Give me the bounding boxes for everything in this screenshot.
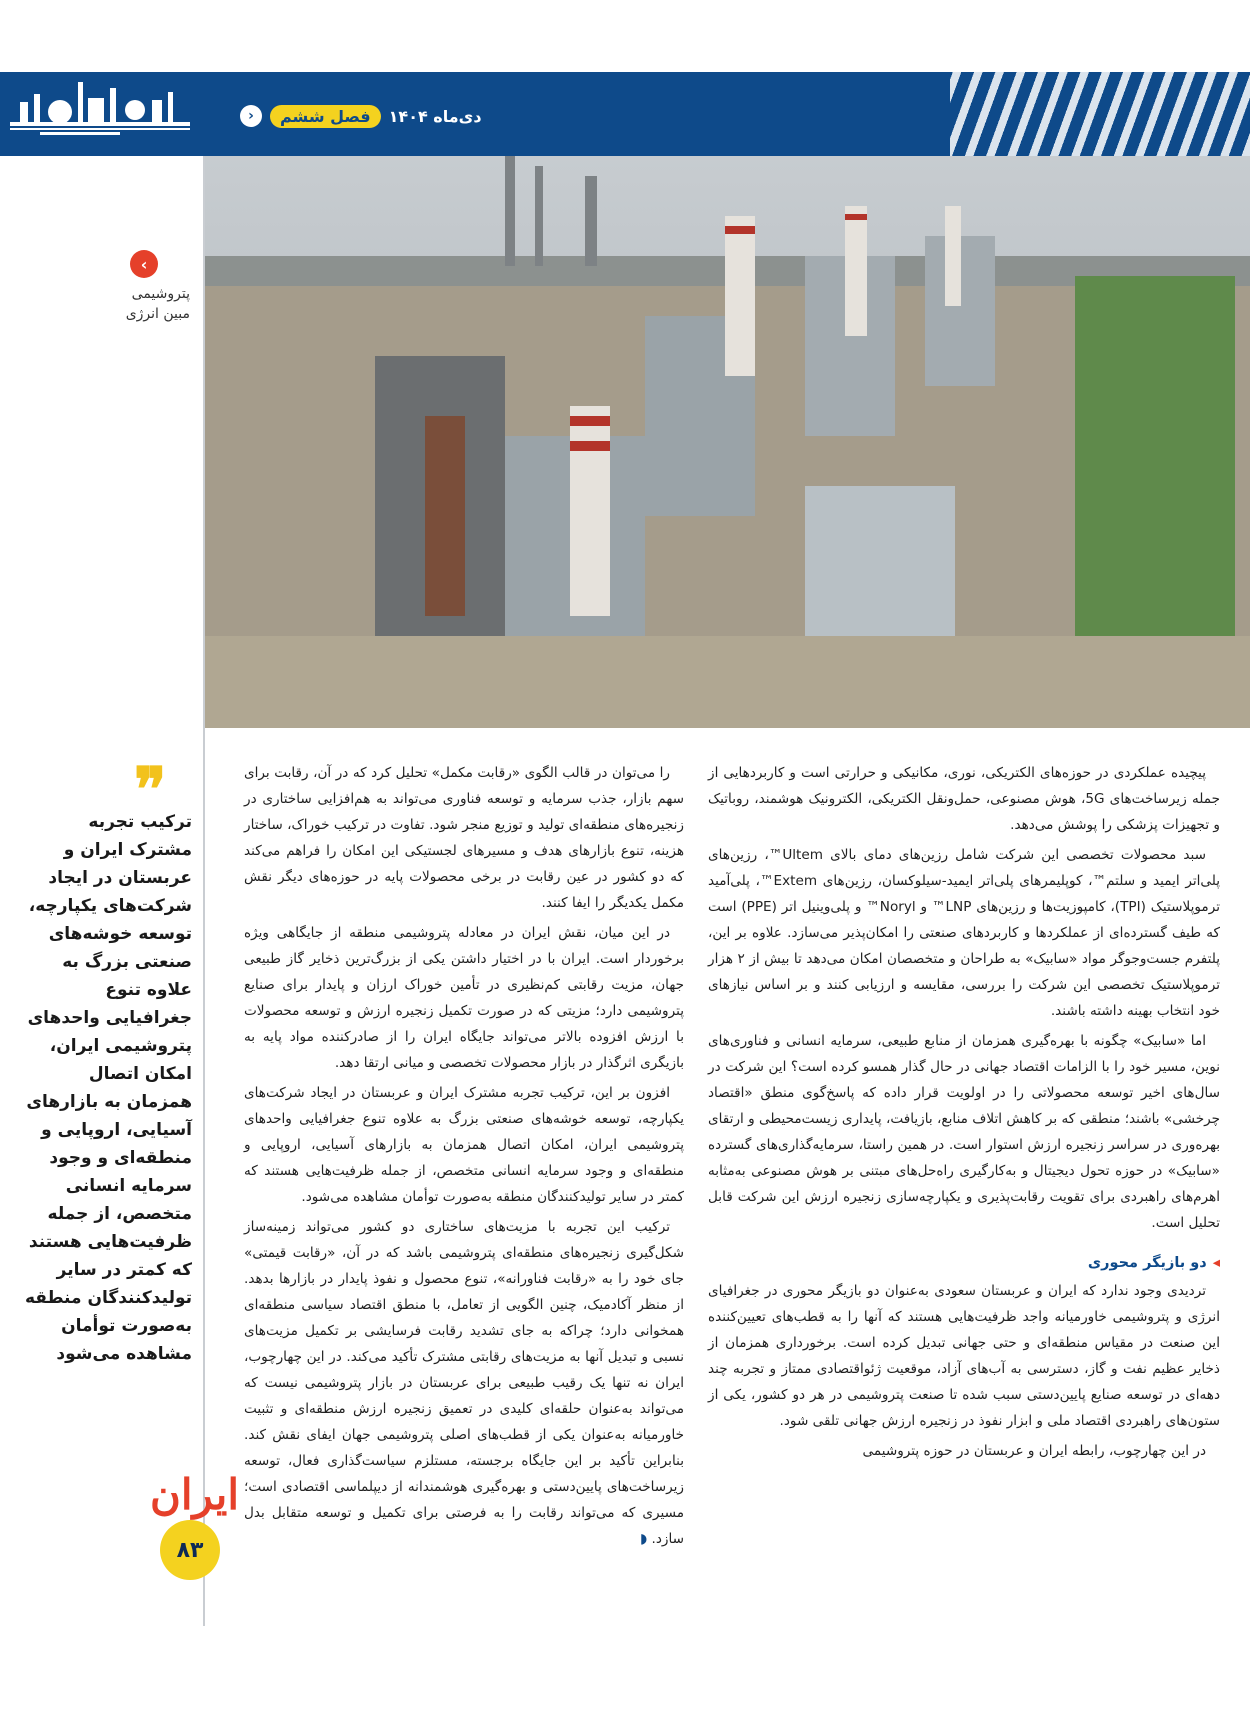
paragraph: در این میان، نقش ایران در معادله پتروشیمی منطقه از جایگاهی ویژه برخوردار است. ایران با در اختیار داشتن یکی از بزرگ‌ترین ذخایر گاز طبیعی جهان، مزیت رقابتی کم‌نظیری در تأمین خوراک ارزان و پایدار برای صنایع پتروشیمی دارد؛ مزیتی که در صورت تکمیل زنجیره ارزش و توسعه محصولات با ارزش افزوده بالاتر می‌تواند جایگاه ایران را از صادرکننده مواد پایه به بازیگری اثرگذار در بازار محصولات تخصصی و میانی ارتقا دهد. xyxy=(244,925,684,1071)
end-mark-icon: ◗ xyxy=(640,1531,648,1547)
paragraph-text: ترکیب این تجربه با مزیت‌های ساختاری دو کشور می‌تواند زمینه‌ساز شکل‌گیری زنجیره‌های منطقه‌ای پتروشیمی باشد که در آن، «رقابت قیمتی» جای خود را به «رقابت فناورانه»، تنوع محصول و نفوذ پایدار در بازارها بدهد. از منظر آکادمیک، چنین الگویی از تعامل، با منطق اقتصاد سیاسی منطقه‌ای همخوانی دارد؛ چراکه به جای تشدید رقابت فرسایشی بر تکمیل مزیت‌های نسبی و تبدیل آنها به مزیت‌های رقابتی مشترک تأکید می‌کند. در این چهارچوب، ایران نه تنها یک رقیب طبیعی برای عربستان در بازار پتروشیمی نیست که می‌تواند به‌عنوان حلقه‌ای کلیدی در تعمیق زنجیره ارزش منطقه‌ای و تثبیت خاورمیانه به‌عنوان یکی از قطب‌های اصلی پتروشیمی جهان ایفای نقش کند. بنابراین تأکید بر این جایگاه برجسته، مستلزم سیاست‌گذاری فعال، توسعه زیرساخت‌های پایین‌دستی و بهره‌گیری هوشمندانه از دیپلماسی اقتصادی است؛ مسیری که می‌تواند رقابت را به فرصتی برای تکمیل و توسعه متقابل بدل سازد. xyxy=(244,1219,684,1547)
section-subhead xyxy=(708,1250,1220,1276)
issue-date: دی‌ماه ۱۴۰۴ xyxy=(388,106,482,126)
paragraph: افزون بر این، ترکیب تجربه مشترک ایران و عربستان در ایجاد شرکت‌های یکپارچه، توسعه خوشه‌های صنعتی بزرگ به علاوه تنوع جغرافیایی واحدهای پتروشیمی ایران، امکان اتصال همزمان به بازارهای آسیایی، اروپایی و منطقه‌ای و وجود سرمایه انسانی متخصص، از جمله ظرفیت‌هایی هستند که کمتر در سایر تولیدکنندگان منطقه به‌صورت توأمان مشاهده می‌شود. xyxy=(244,1085,684,1205)
section-tag-line2: مبین انرژی xyxy=(125,306,190,322)
page-number: ۸۳ xyxy=(160,1520,220,1580)
pull-quote: ترکیب تجربه مشترک ایران و عربستان در ایجاد شرکت‌های یکپارچه، توسعه خوشه‌های صنعتی بزرگ به علاوه تنوع جغرافیایی واحدهای پتروشیمی ایران، امکان اتصال همزمان به بازارهای آسیایی، اروپایی و منطقه‌ای و وجود سرمایه انسانی متخصص، از جمله ظرفیت‌هایی هستند که کمتر در سایر تولیدکنندگان منطقه به‌صورت توأمان مشاهده می‌شود xyxy=(24,812,192,1364)
page-top-margin xyxy=(0,0,1250,72)
article-column-right xyxy=(708,760,1220,1468)
chapter-label: فصل ششم xyxy=(270,105,381,128)
article-column-left xyxy=(244,760,684,1556)
refinery-illustration xyxy=(205,156,1250,728)
header-meta xyxy=(240,102,482,130)
paragraph: پیچیده عملکردی در حوزه‌های الکتریکی، نوری، مکانیکی و حرارتی است و کاربردهایی از جمله زیرساخت‌های 5G، هوش مصنوعی، حمل‌ونقل الکتریکی، الکترونیک هوشمند، روباتیک و تجهیزات پزشکی را پوشش می‌دهد. xyxy=(708,765,1220,833)
refinery-skyline-icon xyxy=(0,72,200,156)
paragraph: اما «سابیک» چگونه با بهره‌گیری همزمان از منابع طبیعی، سرمایه انسانی و فناوری‌های نوین، مسیر خود را با الزامات اقتصاد جهانی در حال گذار همسو کرده است؟ این شرکت در سال‌های اخیر توسعه محصولاتی را در اولویت قرار داده که پاسخ‌گوی منطق «اقتصاد چرخشی» باشند؛ منطقی که بر کاهش اتلاف منابع، بازیافت، پایداری زیست‌محیطی و ارتقای بهره‌وری در سراسر زنجیره ارزش استوار است. در همین راستا، سرمایه‌گذاری‌های گسترده «سابیک» در حوزه تحول دیجیتال و به‌کارگیری راه‌حل‌های مبتنی بر هوش مصنوعی به‌مثابه اهرم‌های راهبردی برای تقویت رقابت‌پذیری و یکپارچه‌سازی زنجیره ارزش این شرکت قابل تحلیل است. xyxy=(708,1033,1220,1231)
refinery-photo xyxy=(205,156,1250,728)
triangle-left-icon: ◂ xyxy=(1212,1255,1220,1271)
quote-icon: ❞ xyxy=(134,755,167,825)
paragraph xyxy=(244,1214,684,1552)
chevron-left-icon: ‹ xyxy=(130,250,158,278)
paragraph: را می‌توان در قالب الگوی «رقابت مکمل» تحلیل کرد که در آن، رقابت برای سهم بازار، جذب سرمایه و توسعه فناوری می‌تواند به هم‌افزایی ساختاری در زنجیره‌های منطقه‌ای تولید و توزیع منجر شود. تفاوت در ترکیب خوراک، ساختار هزینه، تنوع بازارهای هدف و مسیرهای لجستیکی این امکان را فراهم می‌کند که دو کشور در عین رقابت در برخی محصولات پایه در حوزه‌های دیگر نقش مکمل یکدیگر را ایفا کنند. xyxy=(244,765,684,911)
chevron-left-icon: ‹ xyxy=(240,105,262,127)
header-bar xyxy=(0,72,1250,156)
paragraph: تردیدی وجود ندارد که ایران و عربستان سعودی به‌عنوان دو بازیگر محوری در جغرافیای انرژی و پتروشیمی خاورمیانه واجد ظرفیت‌هایی هستند که آنها را به قطب‌های تعیین‌کننده این صنعت در مقیاس منطقه‌ای و حتی جهانی تبدیل کرده است. برخورداری همزمان از ذخایر عظیم نفت و گاز، دسترسی به آب‌های آزاد، موقعیت ژئواقتصادی ممتاز و تجربه چند دهه‌ای در توسعه صنایع پایین‌دستی سبب شده تا صنعت پتروشیمی در هر دو کشور، یکی از ستون‌های راهبردی اقتصاد ملی و ابزار نفوذ در زنجیره ارزش جهانی تلقی شود. xyxy=(708,1283,1220,1429)
paragraph: سبد محصولات تخصصی این شرکت شامل رزین‌های دمای بالای Ultem™، رزین‌های پلی‌اتر ایمید و سلتم™، کوپلیمرهای پلی‌اتر ایمید-سیلوکسان، رزین‌های Extem™، پلی‌آمید ترموپلاستیک (TPI)، کامپوزیت‌ها و رزین‌های LNP™ و Noryl™ و پلی‌وینیل اتر (PPE) است که طیف گسترده‌ای از عملکردها و کاربردهای صنعتی را امکان‌پذیر می‌سازد. علاوه بر این، پلتفرم جست‌وجوگر مواد «سابیک» به طراحان و متخصصان امکان می‌دهد تا بیش از ۲ هزار ترموپلاستیک تخصصی این شرکت را بررسی، مقایسه و ارزیابی کنند و بر اساس نیازهای خود انتخاب بهینه داشته باشند. xyxy=(708,847,1220,1019)
section-tag xyxy=(30,284,190,324)
subhead-text: دو بازیگر محوری xyxy=(1087,1255,1207,1271)
header-stripes xyxy=(950,72,1250,156)
brand-logo: ایران xyxy=(150,1470,240,1519)
section-tag-line1: پتروشیمی xyxy=(131,286,190,302)
paragraph: در این چهارچوب، رابطه ایران و عربستان در حوزه پتروشیمی xyxy=(862,1443,1206,1459)
